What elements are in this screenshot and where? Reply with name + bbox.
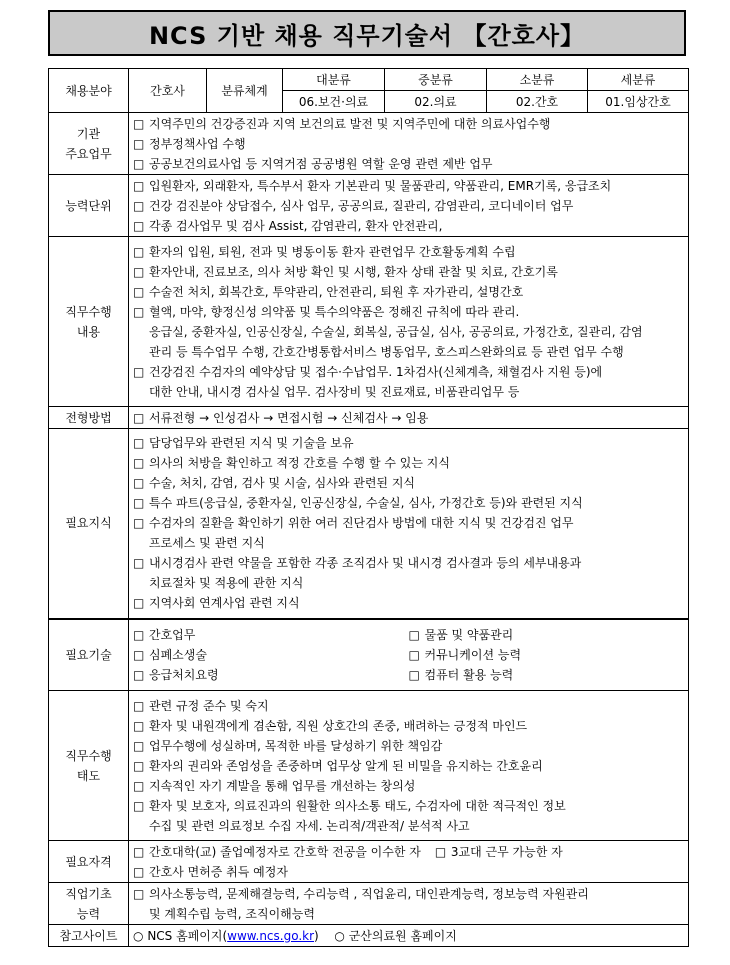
val-detail: 01.임상간호 (588, 91, 689, 113)
list-item: □ 환자 및 내원객에게 겸손함, 직원 상호간의 존중, 배려하는 긍정적 마인드 (133, 718, 528, 733)
knowledge-content: □ 담당업무와 관련된 지식 및 기술을 보유 □ 의사의 처방을 확인하고 적정 간호를 수행 할 수 있는 지식 □ 수술, 처치, 감염, 검사 및 시술, 심사와 관련된 지식 □ 특수 파트(응급실, 중환자실, 인공신장실, 수술실, 심사, 가정간호 등)와 관련된 지식 □ 수검자의 질환을 확인하기 위한 여러 진단검사 방법에 대한 지식 및 건강검진 업무 프로세스 및 관련 지식 □ 내시경검사 관련 약물을 포함한 각종 조직검사 및 내시경 검사결과 등의 세부내용과 치료절차 및 적용에 관한 지식 □ 지역사회 연계사업 관련 지식 (129, 429, 689, 619)
units-content (129, 175, 689, 237)
list-item: □ 컴퓨터 활용 능력 (408, 667, 514, 682)
list-item: □ 지역사회 연계사업 관련 지식 (133, 596, 300, 611)
list-item: □ 환자의 입원, 퇴원, 전과 및 병동이동 환자 관련업무 간호활동계획 수립 (133, 244, 516, 259)
list-item: □ 담당업무와 관련된 지식 및 기술을 보유 (133, 436, 354, 451)
hospital-site: 군산의료원 홈페이지 (348, 928, 457, 943)
basic-label: 직업기초 능력 (49, 883, 129, 925)
list-item: □ 입원환자, 외래환자, 특수부서 환자 기본관리 및 물품관리, 약품관리, EMR기록, 응급조치 (133, 178, 612, 193)
list-item: □ 혈액, 마약, 향정신성 의약품 및 특수의약품은 정해진 규칙에 따라 관리. (133, 304, 520, 319)
val-middle: 02.의료 (385, 91, 487, 113)
list-item: □ 정부정책사업 수행 (133, 136, 246, 151)
list-item: □ 간호대학(교) 졸업예정자로 간호학 전공을 이수한 자 □ 3교대 근무 가능한 자 (133, 844, 563, 859)
val-minor: 02.간호 (487, 91, 588, 113)
org-content (129, 113, 689, 175)
cat-detail: 세분류 (588, 69, 689, 91)
list-item: □ 의사의 처방을 확인하고 적정 간호를 수행 할 수 있는 지식 (133, 456, 450, 471)
val-major: 06.보건·의료 (283, 91, 385, 113)
list-item: □ 간호업무 (133, 627, 196, 642)
list-item: □ 의사소통능력, 문제해결능력, 수리능력 , 직업윤리, 대인관계능력, 정보능력 자원관리 (133, 886, 589, 901)
duties-label: 직무수행 내용 (49, 237, 129, 407)
list-item: □ 심폐소생술 (133, 647, 207, 662)
job-description-table (48, 68, 689, 947)
knowledge-label: 필요지식 (49, 429, 129, 619)
ncs-link[interactable]: www.ncs.go.kr (227, 928, 315, 943)
process-content: □ 서류전형 → 인성검사 → 면접시험 → 신체검사 → 임용 (129, 407, 689, 429)
list-item: □ 관련 규정 준수 및 숙지 (133, 698, 269, 713)
list-item: □ 내시경검사 관련 약물을 포함한 각종 조직검사 및 내시경 검사결과 등의 세부내용과 (133, 556, 582, 571)
list-item: □ 각종 검사업무 및 검사 Assist, 감염관리, 환자 안전관리, (133, 218, 443, 233)
list-item: □ 건강 검진분야 상담접수, 심사 업무, 공공의료, 질관리, 감염관리, 코디네이터 업무 (133, 198, 574, 213)
list-item: □ 수검자의 질환을 확인하기 위한 여러 진단검사 방법에 대한 지식 및 건강검진 업무 (133, 516, 574, 531)
page-title: NCS 기반 채용 직무기술서 【간호사】 (48, 10, 686, 56)
field-label: 채용분야 (49, 69, 129, 113)
list-item: □ 환자의 권리와 존엄성을 존중하며 업무상 알게 된 비밀을 유지하는 간호윤리 (133, 758, 543, 773)
qualification-content (129, 841, 689, 883)
units-label: 능력단위 (49, 175, 129, 237)
skills-label: 필요기술 (49, 619, 129, 691)
cat-major: 대분류 (283, 69, 385, 91)
attitude-label: 직무수행 태도 (49, 691, 129, 841)
list-item: □ 응급처치요령 (133, 667, 219, 682)
reference-content: ○ NCS 홈페이지(www.ncs.go.kr) ○ 군산의료원 홈페이지 (129, 925, 689, 947)
list-item: □ 수술전 처치, 회복간호, 투약관리, 안전관리, 퇴원 후 자가관리, 설명간호 (133, 284, 524, 299)
org-label: 기관 주요업무 (49, 113, 129, 175)
basic-content: □ 의사소통능력, 문제해결능력, 수리능력 , 직업윤리, 대인관계능력, 정보능력 자원관리 및 계획수립 능력, 조직이해능력 (129, 883, 689, 925)
process-label: 전형방법 (49, 407, 129, 429)
cat-middle: 중분류 (385, 69, 487, 91)
attitude-content: □ 관련 규정 준수 및 숙지 □ 환자 및 내원객에게 겸손함, 직원 상호간의 존중, 배려하는 긍정적 마인드 □ 업무수행에 성실하며, 목적한 바를 달성하기 위한 책임감 □ 환자의 권리와 존엄성을 존중하며 업무상 알게 된 비밀을 유지하는 간호윤리 □ 지속적인 자기 계발을 통해 업무를 개선하는 창의성 □ 환자 및 보호자, 의료진과의 원활한 의사소통 태도, 수검자에 대한 적극적인 정보 수집 및 관련 의료정보 수집 자세. 논리적/객관적/ 분석적 사고 (129, 691, 689, 841)
reference-label: 참고사이트 (49, 925, 129, 947)
list-item: □ 건강검진 수검자의 예약상담 및 접수·수납업무. 1차검사(신체계측, 채혈검사 지원 등)에 (133, 364, 603, 379)
list-item: □ 환자안내, 진료보조, 의사 처방 확인 및 시행, 환자 상태 관찰 및 치료, 간호기록 (133, 264, 558, 279)
list-item: □ 지속적인 자기 계발을 통해 업무를 개선하는 창의성 (133, 778, 416, 793)
skills-content (129, 619, 689, 691)
list-item: □ 커뮤니케이션 능력 (408, 647, 522, 662)
list-item: □ 수술, 처치, 감염, 검사 및 시술, 심사와 관련된 지식 (133, 476, 416, 491)
field-value: 간호사 (129, 69, 207, 113)
cat-minor: 소분류 (487, 69, 588, 91)
qualification-label: 필요자격 (49, 841, 129, 883)
list-item: □ 간호사 면허증 취득 예정자 (133, 864, 288, 879)
duties-content: □ 환자의 입원, 퇴원, 전과 및 병동이동 환자 관련업무 간호활동계획 수립 □ 환자안내, 진료보조, 의사 처방 확인 및 시행, 환자 상태 관찰 및 치료, 간호기록 □ 수술전 처치, 회복간호, 투약관리, 안전관리, 퇴원 후 자가관리, 설명간호 □ 혈액, 마약, 향정신성 의약품 및 특수의약품은 정해진 규칙에 따라 관리. 응급실, 중환자실, 인공신장실, 수술실, 회복실, 공급실, 심사, 공공의료, 가정간호, 질관리, 감염 관리 등 특수업무 수행, 간호간병통합서비스 병동업무, 호스피스완화의료 등 관련 업무 수행 □ 건강검진 수검자의 예약상담 및 접수·수납업무. 1차검사(신체계측, 채혈검사 지원 등)에 대한 안내, 내시경 검사실 업무. 검사장비 및 진료재료, 비품관리업무 등 (129, 237, 689, 407)
list-item: □ 물품 및 약품관리 (408, 627, 514, 642)
list-item: □ 특수 파트(응급실, 중환자실, 인공신장실, 수술실, 심사, 가정간호 등)와 관련된 지식 (133, 496, 583, 511)
list-item: □ 지역주민의 건강증진과 지역 보건의료 발전 및 지역주민에 대한 의료사업수행 (133, 116, 551, 131)
list-item: □ 공공보건의료사업 등 지역거점 공공병원 역할 운영 관련 제반 업무 (133, 156, 493, 171)
list-item: □ 환자 및 보호자, 의료진과의 원활한 의사소통 태도, 수검자에 대한 적극적인 정보 (133, 798, 566, 813)
list-item: □ 업무수행에 성실하며, 목적한 바를 달성하기 위한 책임감 (133, 738, 443, 753)
system-label: 분류체계 (207, 69, 283, 113)
